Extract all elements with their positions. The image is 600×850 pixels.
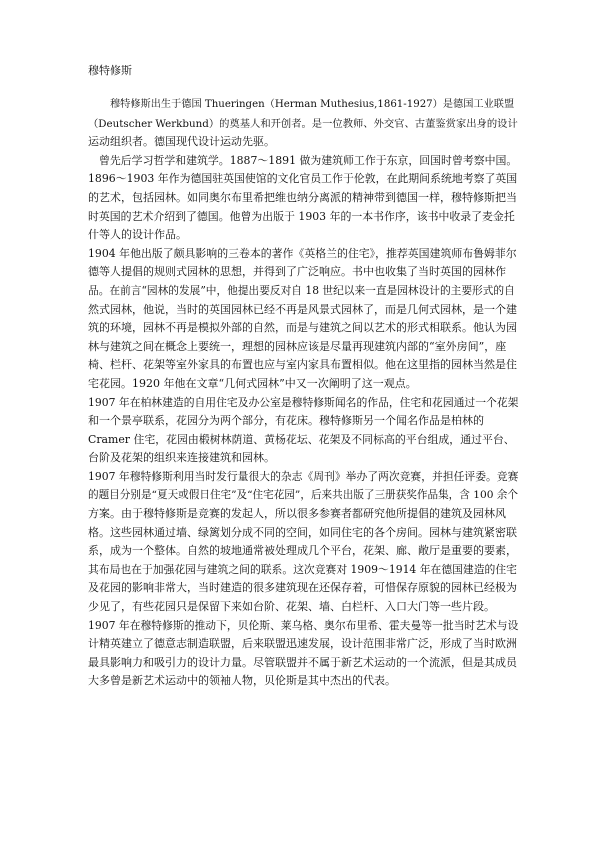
text-line: 1907 年在穆特修斯的推动下，贝伦斯、莱乌格、奥尔布里希、霍夫曼等一批当时艺术与设	[88, 618, 519, 632]
text-line: 台阶及花架的组织来连接建筑和园林。	[88, 451, 275, 465]
text-line: 筑的环境，园林不再是模拟外部的自然，而是与建筑之间以艺术的形式相联系。他认为园	[88, 321, 517, 335]
text-line: 最具影响力和吸引力的设计力量。尽管联盟并不属于新艺术运动的一个流派，但是其成员	[88, 655, 517, 669]
text-line: 1907 年在柏林建造的自用住宅及办公室是穆特修斯闻名的作品，住宅和花园通过一个花架	[88, 395, 519, 409]
text-line: 林与建筑之间在概念上要统一，理想的园林应该是尽量再现建筑内部的“室外房间”，座	[88, 339, 507, 353]
text-line: 穆特修斯出生于德国 Thueringen（Herman Muthesius,1861-1927）是德国工业联盟	[110, 99, 515, 110]
document-title: 穆特修斯	[88, 64, 132, 77]
text-line: 方案。由于穆特修斯是竞赛的发起人，所以很多参赛者都研究他所提倡的建筑及园林风	[88, 507, 506, 521]
text-line: 德等人提倡的规则式园林的思想，并得到了广泛响应。书中也收集了当时英国的园林作	[88, 265, 506, 279]
text-line: 1896～1903 年作为德国驻英国使馆的文化官员工作于伦敦，在此期间系统地考察了英国	[88, 172, 518, 186]
text-line: 运动组织者。德国现代设计运动先驱。	[88, 135, 275, 149]
text-line: 计精英建立了德意志制造联盟，后来联盟迅速发展，设计范围非常广泛，形成了当时欧洲	[88, 637, 517, 651]
text-line: 的艺术，包括园林。如同奥尔布里希把维也纳分离派的精神带到德国一样，穆特修斯把当	[88, 190, 517, 204]
text-line: 什等人的设计作品。	[88, 228, 187, 242]
text-line: 时英国的艺术介绍到了德国。他曾为出版于 1903 年的一本书作序，该书中收录了麦金托	[88, 209, 515, 223]
text-line: 1904 年他出版了颇具影响的三卷本的著作《英格兰的住宅》，推荐英国建筑师布鲁姆菲尔	[88, 246, 517, 260]
text-line: 及花园的影响非常大，当时建造的很多建筑现在还保存着，可惜保存原貌的园林已经极为	[88, 581, 517, 595]
text-line: 系，成为一个整体。自然的坡地通常被处理成几个平台，花架、廊、敞厅是重要的要素，	[88, 544, 517, 558]
document-page	[88, 63, 518, 691]
text-line: 品。在前言“园林的发展”中，他提出要反对自 18 世纪以来一直是园林设计的主要形式的自	[88, 283, 515, 297]
text-line: （Deutscher Werkbund）的奠基人和开创者。是一位教师、外交官、古董鉴赏家出身的设计	[88, 117, 518, 130]
text-line: Cramer 住宅，花园由椴树林荫道、黄杨花坛、花架及不同标高的平台组成，通过平台、	[88, 432, 515, 446]
text-line: 1907 年穆特修斯利用当时发行量很大的杂志《周刊》举办了两次竞赛，并担任评委。竞赛	[88, 469, 519, 483]
text-line: 和一个景亭联系，花园分为两个部分，有花床。穆特修斯另一个闻名作品是柏林的	[88, 414, 484, 428]
text-line: 曾先后学习哲学和建筑学。1887～1891 做为建筑师工作于东京，回国时曾考察中国。	[99, 153, 518, 167]
text-line: 椅、栏杆、花架等室外家具的布置也应与室内家具布置相似。他在这里指的园林当然是住	[88, 358, 517, 372]
body-text	[88, 96, 518, 691]
text-line: 然式园林，他说，当时的英国园林已经不再是风景式园林了，而是几何式园林，是一个建	[88, 302, 517, 316]
text-line: 少见了，有些花园只是保留下来如台阶、花架、墙、白栏杆、入口大门等一些片段。	[88, 600, 495, 614]
text-line: 格。这些园林通过墙、绿篱划分成不同的空间，如同住宅的各个房间。园林与建筑紧密联	[88, 525, 517, 539]
text-line: 宅花园。1920 年他在文章“几何式园林”中又一次阐明了这一观点。	[88, 376, 417, 390]
text-line: 其布局也在于加强花园与建筑之间的联系。这次竞赛对 1909～1914 年在德国建造的住宅	[88, 562, 517, 576]
text-line: 的题目分别是“夏天或假日住宅”及“住宅花园”，后来共出版了三册获奖作品集，含 100 余个	[88, 489, 518, 502]
text-line: 大多曾是新艺术运动中的领袖人物，贝伦斯是其中杰出的代表。	[88, 674, 396, 688]
